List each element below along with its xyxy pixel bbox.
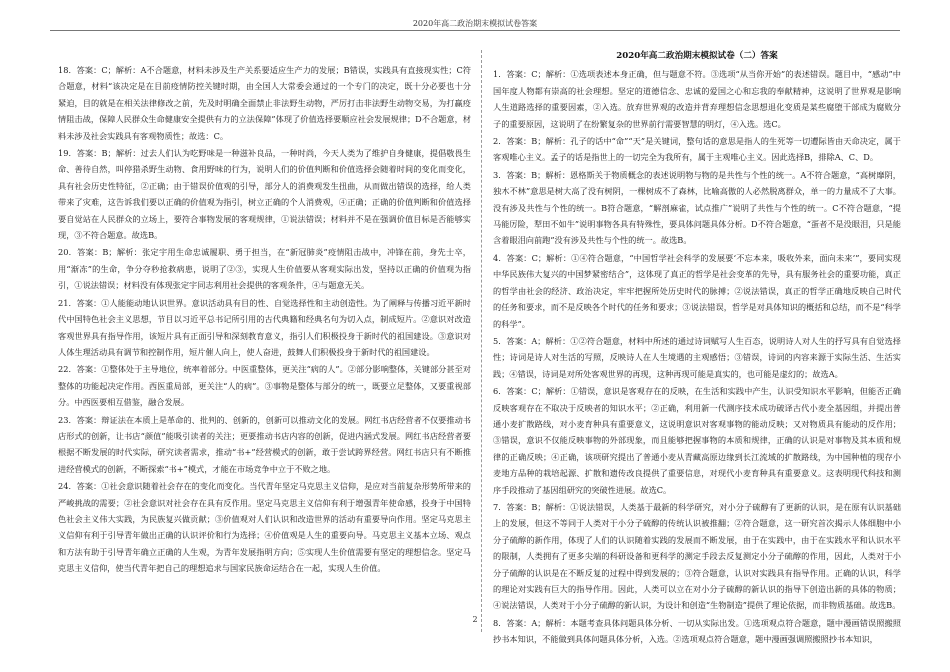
section-title: 2020年高二政治期末模拟试卷（二）答案 — [616, 51, 778, 61]
answer-item-7: 7．答案：B；解析：①说法错误，人类基于最新的科学研究，对小分子硫醇有了更新的认识，是在原有认识基础上的发展，但这不等同于人类对于小分子硫醇的传统认识被推翻；②符合题意，这一研究首次揭示人体细胞中小分子硫醇的新作用，体现了人们的认识随着实践的发展而不断发展，由于在实践中，由于在实践水平和认识水平的限制，人类拥有了更多尖端的科研设备和更科学的测定手段去反复测定小分子硫醇的作用，因此，人类对于小分子硫醇的认识是在不断反复的过程中得到发展的；③符合题意，认识对实践具有指导作用。正确的认识，科学的理论对实践有巨大的指导作用。因此，人类可以立在对小分子硫醇的新认识的指导下创造出新的具体的物质；④说法错误，人类对于小分子硫醇的新认识，为设计和创造“生物制造”提供了理论依据，而非物质基础。故选B。 — [493, 501, 901, 611]
answer-item-18: 18．答案：C；解析：A不合题意，材料未涉及生产关系要适应生产力的发展；B错误，实践具有直接现实性；C符合题意，材料“该决定是在目前疫情防控关键时期，由全国人大常委会通过的一个专门的决定，既十分必要也十分紧迫，目的就是在相关法律修改之前，先及时明确全面禁止非法野生动物，严厉打击非法野生动物交易，为打赢疫情阻击战，保障人民群众生命健康安全提供有力的立法保障”体现了价值选择要顺应社会发展规律；D不合题意，材料未涉及社会实践具有客观物质性；故选：C。 — [58, 65, 471, 141]
answer-item-21: 21．答案：①人能能动地认识世界。意识活动具有目的性、自觉选择性和主动创造性。为了阐释与传播习近平新时代中国特色社会主义思想，节目以习近平总书记所引用的古代典籍和经典名句为切入点，制成短片。②意识对改造客观世界具有指导作用，该短片具有正面引导和深刻教育意义，指引人们积极投身于新时代的祖国建设。③意识对人体生理活动具有调节和控制作用，短片催人向上，使人奋进，鼓舞人们积极投身于新时代的祖国建设。 — [58, 297, 471, 357]
page-number: 2 — [472, 615, 478, 624]
header-rule — [50, 30, 900, 31]
left-column — [58, 62, 471, 578]
answer-item-8: 8．答案：A；解析：本题考查具体问题具体分析、一切从实际出发。①选项观点符合题意，题中漫画错误照搬照抄书本知识，不能做到具体问题具体分析，入选。②选项观点符合题意，题中漫画强调照搬照抄书本知识， — [493, 617, 901, 645]
answer-item-22: 22．答案：①整体处于主导地位，统率着部分。中医重整体，更关注“病的人”。②部分影响整体，关键部分甚至对整体的功能起决定作用。西医重局部，更关注“人的病”。③事物是整体与部分的统一，既要立足整体，又要重视部分。中西医要相互借鉴，融合发展。 — [58, 364, 471, 408]
answer-item-5: 5．答案：A；解析：①②符合题意，材料中所述的通过诗词赋写人生百态，说明诗人对人生的抒写具有自觉选择性；诗词是诗人对生活的写照，反映诗人在人生境遇的主观感悟；③错误，诗词的内容来源于实际生活、生活实践；④错误，诗词是对所处客观世界的再现，这种再现可能是真实的，也可能是虚幻的；故选A。 — [493, 335, 901, 379]
answer-item-6: 6．答案：C；解析：①错误，意识是客观存在的反映，在生活和实践中产生，认识受知识水平影响，但能否正确反映客观存在不取决于反映者的知识水平；②正确，利用新一代测序技术成功破译古代小麦全基因组，并提出普通小麦扩散路线，对小麦育种具有重要意义，这说明意识对客观事物的能动反映；又对物质具有能动的反作用；③错误，意识不仅能反映事物的外部现象，而且能够把握事物的本质和规律，正确的认识是对事物及其本质和规律的正确反映；④正确，该项研究提出了普通小麦从青藏高原边缘到长江流域的扩散路线，为中国种植的现存小麦地方品种的栽培起源、扩散和遗传改良提供了重要信息，对现代小麦育种具有重要意义。这表明现代科技和测序手段推动了基因组研究的突破性进展。故选C。 — [493, 386, 901, 495]
answer-item-19: 19．答案：B；解析：过去人们认为吃野味是一种滋补良品，一种时尚，今天人类为了维护自身健康，提倡敬畏生命、善待自然，叫停猎杀野生动物、食用野味的行为，说明人们的价值判断和价值选择会随着时间的变化而变化，具有社会历史性特征，②正确；由于错误价值观的引导，部分人的消费观发生扭曲，从而做出错误的选择，给人类带来了灾难，这告诉我们要以正确的价值观为指引，树立正确的个人消费观，④正确；正确的价值判断和价值选择要自觉站在人民群众的立场上，要符合事物发展的客观规律，①说法错误；材料并不是在强调价值目标是否能够实现，③不符合题意。故选B。 — [58, 148, 471, 241]
answer-item-23: 23．答案：辩证法在本质上是革命的、批判的、创新的，创新可以推动文化的发展。网红书店经营者不仅要推动书店形式的创新，让书店“颜值”能吸引读者的关注；更要推动书店内容的创新，促进内涵式发展。网红书店经营者要根据不断发展的时代实际，研究读者需求，推动“书+”经营模式的创新，敢于尝试跨界经营。网红书店只有不断推进经营模式的创新，不断探索“书+”模式，才能在市场竞争中立于不败之地。 — [58, 414, 471, 474]
right-column — [493, 51, 901, 649]
answer-item-1: 1．答案：C；解析：①选项表述本身正确，但与题意不符。③选项“从当你开始”的表述错误。题目中，“感动”中国年度人物都有崇高的社会理想。坚定的道德信念、忠诚的爱国之心和忘我的奉献精神，这说明了世界观是影响人生道路选择的重要因素，②入选。放弃世界观的改造并背弃理想信念思想退化变质是某些腐堕干部成为腐败分子的重要原因，这说明了在纷繁复杂的世界前行需要智慧的明灯，④入选。选C。 — [493, 69, 901, 129]
answer-item-4: 4．答案：C；解析：①④符合题意，“中国哲学社会科学的发展要‘不忘本来，吸收外来，面向未来’”，要同实现中华民族伟大复兴的中国梦紧密结合”，这体现了真正的哲学是社会变革的先导，具有服务社会的重要功能，真正的哲学由社会的经济、政治决定，牢牢把握所处历史时代的脉搏；②说法错误，真正的哲学正确地反映自己时代的任务和要求，而不是反映各个时代的任务和要求；③说法错误，哲学是对具体知识的概括和总结，而不是“科学的科学”。 — [493, 252, 901, 329]
answer-item-24: 24．答案：①社会意识随着社会存在的变化而变化。当代青年坚定马克思主义信仰，是应对当前复杂形势所带来的严峻挑战的需要；②社会意识对社会存在具有反作用。坚定马克思主义信仰有利于增强青年使命感，投身于中国特色社会主义伟大实践，为民族复兴做贡献；③价值观对人们认识和改造世界的活动有重要导向作用。坚定马克思主义信仰有利于引导青年做出正确的认识评价和行为选择；④价值观是人生的重要向导。马克思主义基本立场、观点和方法有助于引导青年确立正确的人生观，为青年发展指明方向；⑤实现人生价值需要有坚定的理想信念。坚定马克思主义信仰，使当代青年把自己的理想追求与国家民族命运结合在一起，实现人生价值。 — [58, 481, 471, 574]
page-header: 2020年高二政治期末模拟试卷答案 — [412, 19, 538, 28]
column-divider — [481, 50, 482, 632]
answer-item-20: 20．答案：B；解析：张定宇用生命忠诚履职、勇于担当，在“新冠肺炎”疫情阻击战中，冲锋在前，身先士卒，用“渐冻”的生命，争分夺秒抢救病患，说明了②③，实现人生价值要从客观实际出发，坚持以正确的价值观为指引，①说法错误；材料没有体现张定宇同志利用社会提供的客观条件，④与题意无关。 — [58, 247, 471, 291]
answer-item-2: 2．答案：B；解析：孔子的话中“命”“天”是关键词，整句话的意思是指人的生死等一切遭际皆由天命决定，属于客观唯心主义。孟子的话是指世上的一切完全为我所有，属于主观唯心主义。因此选择B，排除A、C、D。 — [493, 136, 901, 163]
answer-item-3: 3．答案：B；解析：恩格斯关于物质概念的表述说明物与物的是共性与个性的统一。A不符合题意，“高树靡阴，独木不林”意思是树大高了没有树阴，一棵树成不了森林，比喻高傲的人必然脱离群众，单一的力量成不了大事。没有涉及共性与个性的统一。B符合题意，“解剖麻雀，试点推广”说明了共性与个性的统一。C不符合题意，“提马能厉险，犁田不如牛”说明事物各具有特殊性，要具体问题具体分析。D不符合题意，“蛋者不是没眼泪，只是能含着眼泪向前跑”没有涉及共性与个性的统一。故选B。 — [493, 169, 901, 246]
